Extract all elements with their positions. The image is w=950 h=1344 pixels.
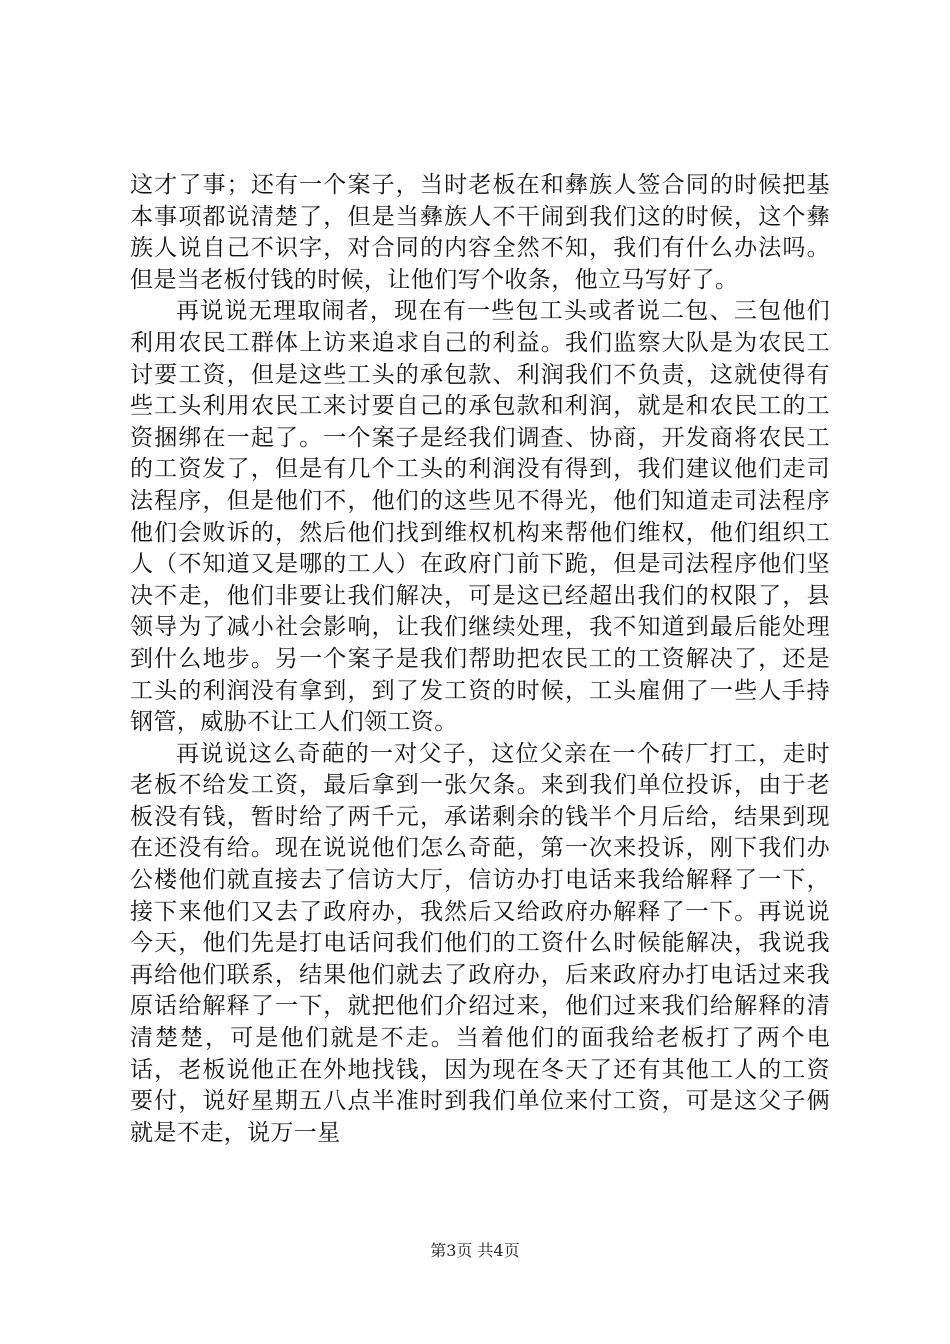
- paragraph-1: 这才了事；还有一个案子，当时老板在和彝族人签合同的时候把基本事项都说清楚了，但是当彝族人不干闹到我们这的时候，这个彝族人说自己不识字，对合同的内容全然不知，我们有什么办法吗。但是当老板付钱的时候，让他们写个收条，他立马写好了。: [130, 172, 830, 293]
- page-number-label: 第3页 共4页: [430, 1241, 520, 1260]
- document-body: [130, 170, 830, 1149]
- paragraph-3: 再说说这么奇葩的一对父子，这位父亲在一个砖厂打工，走时老板不给发工资，最后拿到一张欠条。来到我们单位投诉，由于老板没有钱，暂时给了两千元，承诺剩余的钱半个月后给，结果到现在还没有给。现在说说他们怎么奇葩，第一次来投诉，刚下我们办公楼他们就直接去了信访大厅，信访办打电话来我给解释了一下，接下来他们又去了政府办，我然后又给政府办解释了一下。再说说今天，他们先是打电话问我们他们的工资什么时候能解决，我说我再给他们联系，结果他们就去了政府办，后来政府办打电话过来我原话给解释了一下，就把他们介绍过来，他们过来我们给解释的清清楚楚，可是他们就是不走。当着他们的面我给老板打了两个电话，老板说他正在外地找钱，因为现在冬天了还有其他工人的工资要付，说好星期五八点半准时到我们单位来付工资，可是这父子俩就是不走，说万一星: [130, 740, 830, 1146]
- paragraph-2: 再说说无理取闹者，现在有一些包工头或者说二包、三包他们利用农民工群体上访来追求自己的利益。我们监察大队是为农民工讨要工资，但是这些工头的承包款、利润我们不负责，这就使得有些工头利用农民工来讨要自己的承包款和利润，就是和农民工的工资捆绑在一起了。一个案子是经我们调查、协商，开发商将农民工的工资发了，但是有几个工头的利润没有得到，我们建议他们走司法程序，但是他们不，他们的这些见不得光，他们知道走司法程序他们会败诉的，然后他们找到维权机构来帮他们维权，他们组织工人（不知道又是哪的工人）在政府门前下跪，但是司法程序他们坚决不走，他们非要让我们解决，可是这已经超出我们的权限了，县领导为了减小社会影响，让我们继续处理，我不知道到最后能处理到什么地步。另一个案子是我们帮助把农民工的工资解决了，还是工头的利润没有拿到，到了发工资的时候，工头雇佣了一些人手持钢管，威胁不让工人们领工资。: [130, 298, 830, 736]
- page-footer: [0, 1238, 950, 1261]
